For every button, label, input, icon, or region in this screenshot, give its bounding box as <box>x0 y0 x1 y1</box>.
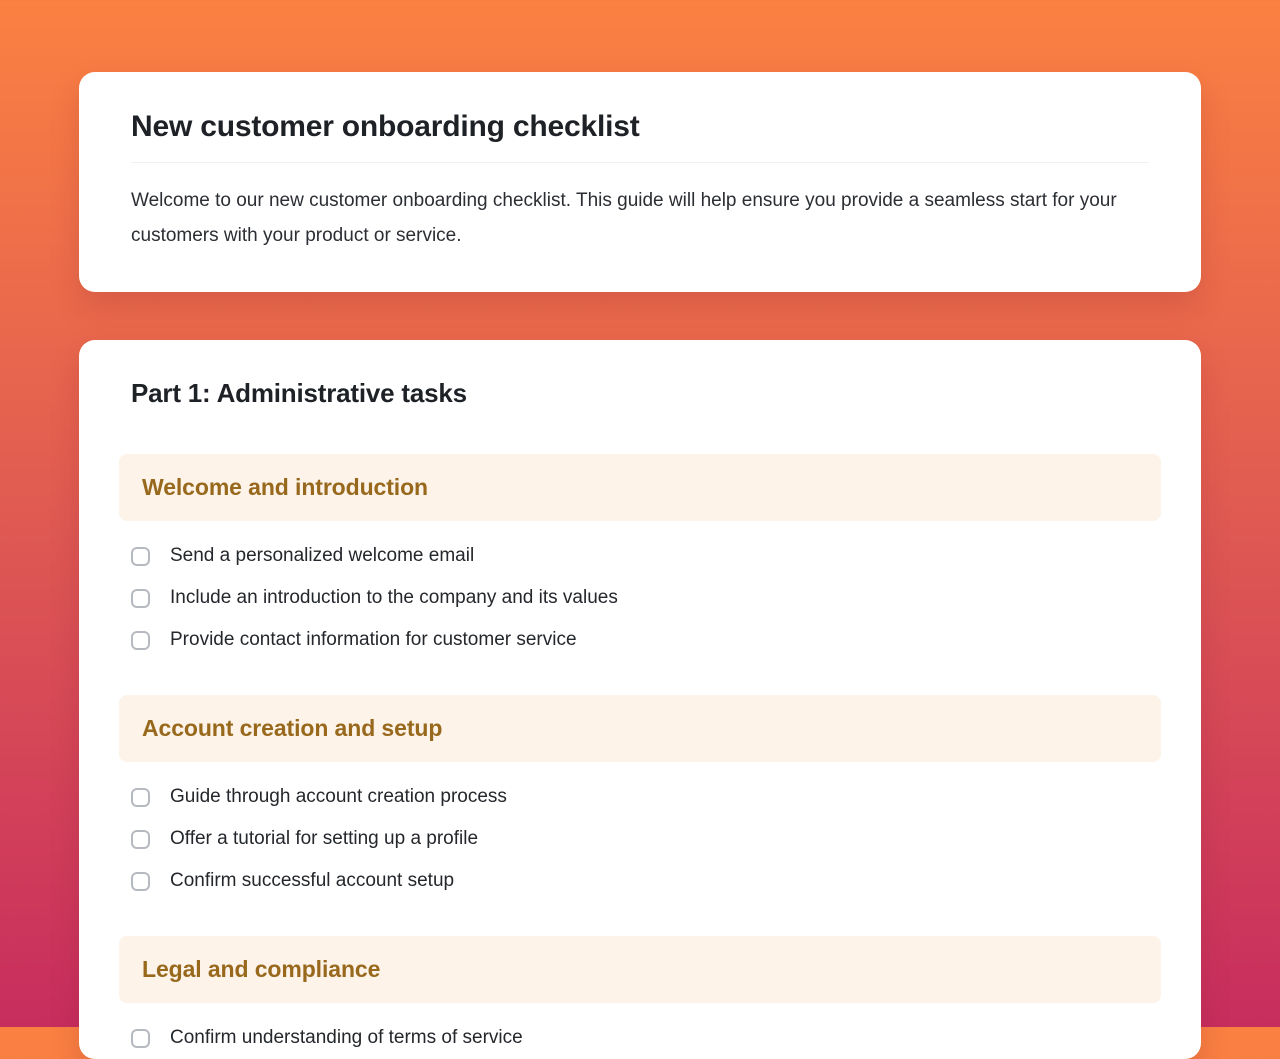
section-header <box>119 695 1161 762</box>
todo-item[interactable] <box>131 577 1149 619</box>
checkbox-unchecked-icon[interactable] <box>131 872 150 891</box>
todo-item[interactable] <box>131 776 1149 818</box>
todo-item[interactable] <box>131 1017 1149 1059</box>
todo-label: Confirm understanding of terms of service <box>170 1027 523 1048</box>
checklist-section <box>131 454 1149 661</box>
document-title: New customer onboarding checklist <box>131 110 640 143</box>
title-divider <box>131 162 1149 163</box>
checkbox-unchecked-icon[interactable] <box>131 547 150 566</box>
todo-label: Include an introduction to the company and its values <box>170 587 618 608</box>
todo-label: Send a personalized welcome email <box>170 545 475 566</box>
todo-label: Confirm successful account setup <box>170 870 455 891</box>
todo-label: Provide contact information for customer service <box>170 629 577 650</box>
part-heading: Part 1: Administrative tasks <box>131 378 467 408</box>
checklist-section <box>131 695 1149 902</box>
section-items <box>131 776 1149 902</box>
intro-card <box>79 72 1201 292</box>
page <box>79 0 1201 1059</box>
checkbox-unchecked-icon[interactable] <box>131 589 150 608</box>
checkbox-unchecked-icon[interactable] <box>131 830 150 849</box>
section-title: Account creation and setup <box>142 715 443 741</box>
todo-item[interactable] <box>131 535 1149 577</box>
checklist-card <box>79 340 1201 1059</box>
todo-label: Offer a tutorial for setting up a profile <box>170 828 479 849</box>
checkbox-unchecked-icon[interactable] <box>131 1029 150 1048</box>
section-title: Welcome and introduction <box>142 474 428 500</box>
todo-item[interactable] <box>131 860 1149 902</box>
section-items <box>131 535 1149 661</box>
section-header <box>119 936 1161 1003</box>
todo-label: Guide through account creation process <box>170 786 507 807</box>
section-items <box>131 1017 1149 1059</box>
todo-item[interactable] <box>131 818 1149 860</box>
section-header <box>119 454 1161 521</box>
checkbox-unchecked-icon[interactable] <box>131 631 150 650</box>
intro-description: Welcome to our new customer onboarding checklist. This guide will help ensure you provide a seamless start for your customers with your product or service. <box>131 190 1117 246</box>
todo-item[interactable] <box>131 619 1149 661</box>
checkbox-unchecked-icon[interactable] <box>131 788 150 807</box>
section-title: Legal and compliance <box>142 956 381 982</box>
checklist-section <box>131 936 1149 1059</box>
sections-container <box>131 454 1149 1059</box>
